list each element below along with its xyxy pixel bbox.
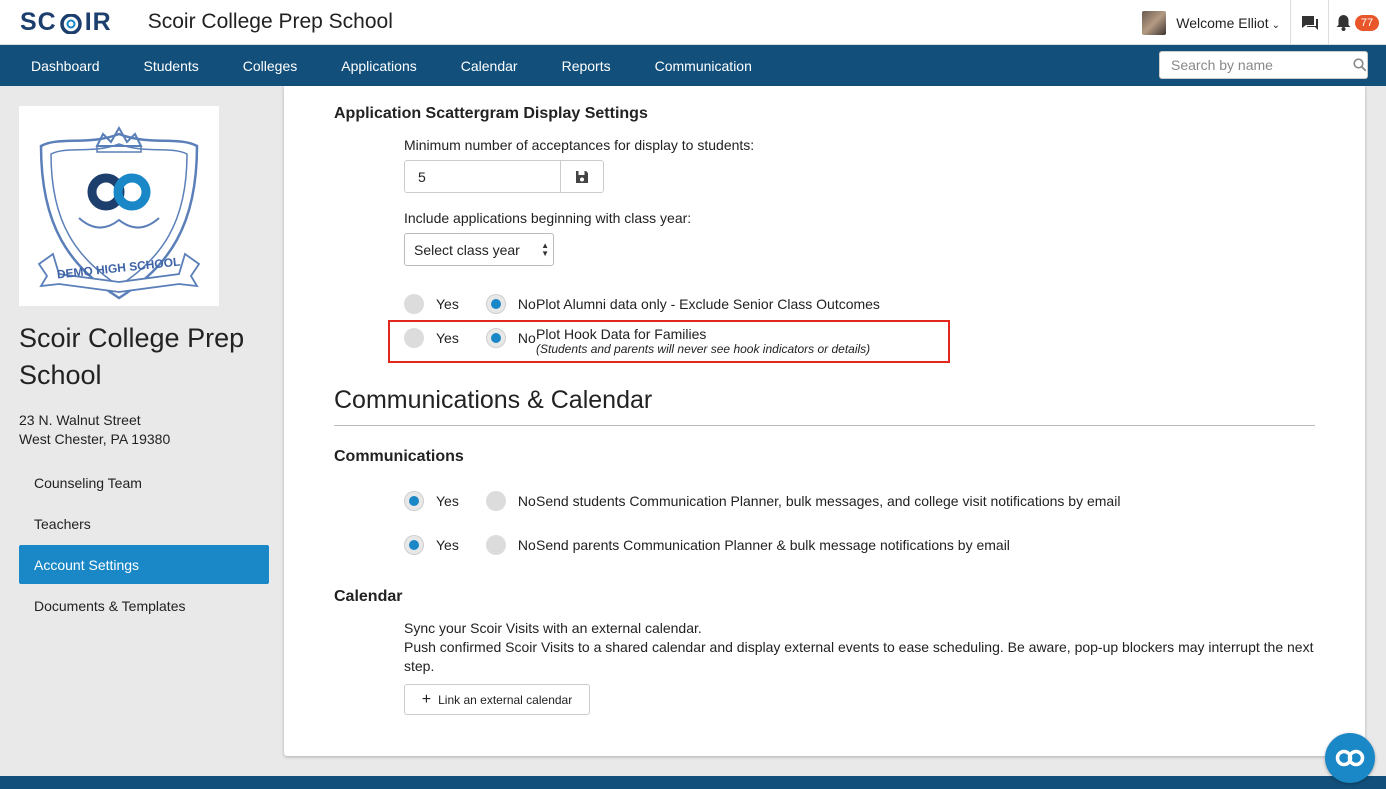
students-yes-radio[interactable]: [404, 491, 424, 511]
hook-yes-label[interactable]: Yes: [436, 330, 459, 346]
infinity-icon: [1334, 748, 1366, 768]
infinity-icon: [58, 12, 84, 32]
calendar-description: [404, 619, 1324, 676]
main-nav: [0, 45, 1386, 86]
nav-communication[interactable]: Communication: [654, 57, 752, 74]
nav-dashboard[interactable]: Dashboard: [31, 57, 100, 74]
sidebar-item-documents-templates[interactable]: Documents & Templates: [34, 597, 186, 614]
sidebar-item-teachers[interactable]: Teachers: [34, 515, 91, 532]
nav-students[interactable]: Students: [143, 57, 199, 74]
sidebar-item-account-settings[interactable]: Account Settings: [19, 545, 269, 584]
hook-option-description: [536, 326, 870, 356]
parents-yes-radio[interactable]: [404, 535, 424, 555]
class-year-select[interactable]: [404, 233, 554, 266]
plus-icon: +: [421, 690, 432, 708]
chevron-down-icon: ⌄: [1271, 19, 1280, 31]
calendar-line-1: Sync your Scoir Visits with an external calendar.: [404, 620, 702, 636]
help-chat-button[interactable]: [1325, 733, 1375, 783]
class-year-select-value: Select class year: [414, 241, 520, 258]
footer-strip: [0, 776, 1386, 789]
welcome-text: Welcome Elliot: [1176, 14, 1269, 31]
sidebar-school-name: Scoir College Prep School: [19, 323, 245, 390]
parents-option-description: Send parents Communication Planner & bulk message notifications by email: [536, 537, 1010, 553]
scoir-logo[interactable]: [20, 8, 112, 37]
alumni-yes-label[interactable]: Yes: [436, 296, 459, 312]
link-calendar-label: Link an external calendar: [438, 692, 573, 707]
students-option-description: Send students Communication Planner, bulk messages, and college visit notifications by email: [536, 493, 1121, 509]
address-line-1: 23 N. Walnut Street: [19, 412, 141, 428]
logo-text-left: SC: [20, 7, 57, 36]
select-arrows-icon: ▲ ▼: [541, 241, 549, 258]
settings-panel: [284, 86, 1365, 756]
min-acceptances-input[interactable]: 5: [404, 160, 561, 193]
address-line-2: West Chester, PA 19380: [19, 431, 171, 447]
search-icon[interactable]: [1352, 58, 1367, 72]
nav-reports[interactable]: Reports: [561, 57, 611, 74]
school-address: [19, 411, 170, 449]
class-year-label: Include applications beginning with class year:: [404, 210, 692, 226]
floppy-disk-icon: [575, 170, 589, 184]
alumni-option-description: Plot Alumni data only - Exclude Senior Class Outcomes: [536, 296, 880, 312]
calendar-line-2: Push confirmed Scoir Visits to a shared calendar and display external events to ease scheduling. Be aware, pop-up blockers may interrupt the next step.: [404, 639, 1314, 674]
nav-calendar[interactable]: Calendar: [460, 57, 518, 74]
avatar[interactable]: [1142, 11, 1166, 35]
logo-text-right: IR: [84, 7, 112, 36]
parents-yes-label[interactable]: Yes: [436, 537, 459, 553]
bell-icon: [1336, 14, 1351, 31]
search-box: [1159, 51, 1368, 79]
top-header: [0, 0, 1386, 45]
alumni-yes-radio[interactable]: [404, 294, 424, 314]
notification-badge: 77: [1355, 15, 1379, 31]
hook-yes-radio[interactable]: [404, 328, 424, 348]
notifications-button[interactable]: [1328, 0, 1386, 45]
hook-option-title: Plot Hook Data for Families: [536, 326, 707, 342]
section-divider: [334, 425, 1315, 426]
user-menu[interactable]: [1176, 15, 1280, 31]
parents-no-radio[interactable]: [486, 535, 506, 555]
chat-icon: [1301, 15, 1319, 31]
students-option-row: [404, 490, 536, 512]
students-no-radio[interactable]: [486, 491, 506, 511]
calendar-heading: Calendar: [334, 588, 403, 605]
save-button[interactable]: [560, 160, 604, 193]
hook-option-row: [404, 327, 536, 349]
comm-calendar-heading: Communications & Calendar: [334, 386, 653, 414]
students-no-label[interactable]: No: [517, 493, 536, 509]
parents-option-row: [404, 534, 536, 556]
messages-button[interactable]: [1290, 0, 1328, 45]
hook-option-note: (Students and parents will never see hook indicators or details): [536, 342, 871, 356]
search-input[interactable]: [1160, 57, 1352, 73]
school-logo: [19, 106, 219, 306]
alumni-option-row: [404, 293, 536, 315]
sidebar-item-counseling-team[interactable]: Counseling Team: [34, 474, 142, 491]
sidebar: [0, 86, 284, 776]
logo-ribbon-text: DEMO HIGH SCHOOL: [56, 254, 181, 282]
students-yes-label[interactable]: Yes: [436, 493, 459, 509]
hook-no-radio[interactable]: [486, 328, 506, 348]
alumni-no-radio[interactable]: [486, 294, 506, 314]
scattergram-heading: Application Scattergram Display Settings: [334, 105, 648, 122]
nav-applications[interactable]: Applications: [341, 57, 417, 74]
school-title: Scoir College Prep School: [147, 10, 393, 33]
parents-no-label[interactable]: No: [517, 537, 536, 553]
alumni-no-label[interactable]: No: [517, 296, 536, 312]
nav-colleges[interactable]: Colleges: [242, 57, 298, 74]
communications-heading: Communications: [334, 448, 464, 465]
hook-no-label[interactable]: No: [517, 330, 536, 346]
link-calendar-button[interactable]: [404, 684, 590, 715]
min-acceptances-label: Minimum number of acceptances for display to students:: [404, 137, 755, 153]
